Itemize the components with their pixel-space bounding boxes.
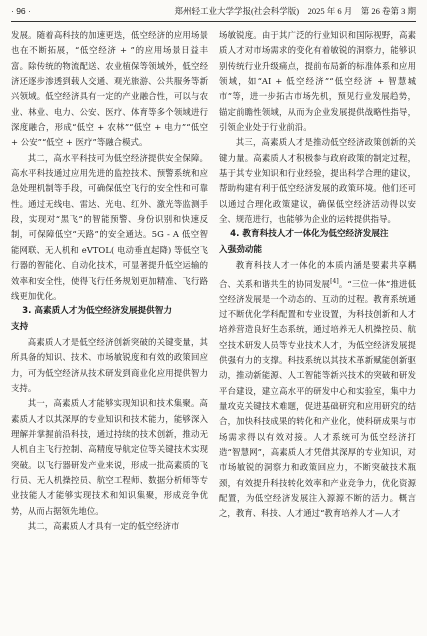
paragraph: 其一，高素质人才能够实现知识和技术集聚。高素质人才以其深厚的专业知识和技术能力，能够深入理解并掌握前沿科技，通过持续的技术创新，推动无人机自主飞行控制、高精度导航定位等关键技术实现突破。以飞行器研发产业来说，形成一批高素质的飞行员、无人机操控员、航空工程师、数据分析师等专业技能人才能够实现技术和知识集聚，形成竞争优势，从而占据领先地位。 xyxy=(11,398,208,516)
paragraph: 其二，高素质人才具有一定的低空经济市 xyxy=(27,521,180,531)
section-heading-line: 支持 xyxy=(11,321,29,332)
paragraph xyxy=(219,258,416,522)
section-heading-line: 入强劲动能 xyxy=(219,244,262,255)
page-number: · 96 · xyxy=(11,6,31,16)
section-heading-line: 4. 教育科技人才一体化为低空经济发展注 xyxy=(230,229,389,240)
paragraph: 其三，高素质人才是推动低空经济政策创新的关键力量。高素质人才积极参与政府政策的制定过程，基于其专业知识和行业经验，提出科学合理的建议，帮助构建有利于低空经济发展的政策环境。他们还可以通过合理化政策建议，确保低空经济活动得以安全、规范进行，也能够为企业的运转提供指导。 xyxy=(219,137,416,225)
section-heading-line: 3. 高素质人才为低空经济发展提供智力 xyxy=(22,306,172,317)
section-heading xyxy=(11,304,208,335)
paragraph: 发展。随着高科技的加速更迭，低空经济的应用场景也在不断拓展，“低空经济 + ”的应用场景日益丰富。除传统的物流配送、农业植保等领域外，低空经济还逐步渗透到载人交通、观光旅游、公共服务等新兴领域。低空经济具有一定的产业融合性，可以与农业、林业、电力、公安、医疗、体育等多个领域进行深度融合，形成“低空 + 农林”“低空 + 电力”“低空 + 公安”“低空 + 医疗”等融合模式。 xyxy=(11,30,208,148)
paragraph: 其二，高水平科技可为低空经济提供安全保障。高水平科技通过应用先进的监控技术、预警系统和应急处理机制等手段，可确保低空飞行的安全性和可靠性。通过无线电、雷达、光电、红外、激光等监测手段，实现对“黑飞”的智能预警、身份识别和快速反制，可保障低空“天路”的安全通达。5G - A 低空智能网联、无人机和 eVTOL( 电动垂直起降) 等低空飞行器的智能化、自动化技术，可显著提升低空运输的效率和安全性，使得飞行任务规划更加精准、飞行路线更加优化。 xyxy=(11,152,208,301)
citation-reference: [4] xyxy=(330,277,339,285)
right-column xyxy=(219,28,416,534)
paragraph-text: 教育科技人才一体化的本质内涵是要素共享耦合、关系和谐共生的协同发展 xyxy=(219,260,416,289)
paragraph-text: 。“三位一体”推进低空经济发展是一个动态的、互动的过程。教育系统通过不断优化学科配置和专业设置，为科技创新和人才培养营造良好生态系统，通过培养无人机操控员、航空技术研发人员等专业技术人才，为低空经济发展提供强有力的支撑。科技系统以其技术革新赋能创新驱动，推动新能源、人工智能等新兴技术的突破和研发平台建设，建立高水平的研发中心和实验室，集中力量攻克关键技术难题，促进基础研究和应用研究的结合，加快科技成果的转化和产业化，使科研成果与市场需求得以有效对接。人才系统可为低空经济打造“智慧网”，高素质人才凭借其深厚的专业知识，对市场敏锐的洞察力和政策回应力，不断突破技术瓶颈，有效提升科技转化效率和产业竞争力，优化资源配置，为低空经济发展注入源源不断的活力。概言之，教育、科技、人才通过“教育培养人才—人才 xyxy=(219,278,416,519)
paragraph: 场敏锐度。由于其广泛的行业知识和国际视野，高素质人才对市场需求的变化有着敏锐的洞察力，能够识别传统行业升级痛点，提前布局新的标准体系和应用领域，如“AI + 低空经济”“低空经济 + 智慧城市”等，进一步拓古市场先机，预见行业发展趋势，锚定前瞻性领域，从而为企业发展提供战略性指导，引领企业处于行业前沿。 xyxy=(219,30,416,133)
header-rule xyxy=(11,21,416,22)
body-columns xyxy=(11,28,416,534)
section-heading xyxy=(219,227,416,258)
running-header xyxy=(11,5,416,19)
paragraph: 高素质人才是低空经济创新突破的关键变量，其所具备的知识、技术、市场敏锐度和有效的政策回应力，可为低空经济从技术研发到商业化应用提供智力支持。 xyxy=(11,336,208,393)
journal-citation: 郑州轻工业大学学报(社会科学版) 2025 年 6 月 第 26 卷第 3 期 xyxy=(174,6,416,16)
left-column xyxy=(11,28,208,534)
